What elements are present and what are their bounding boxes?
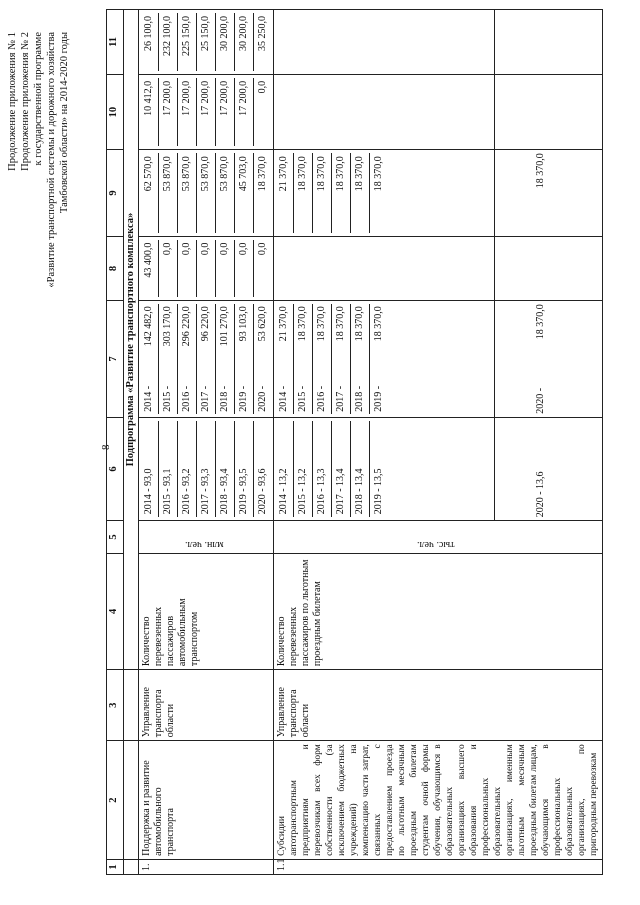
amount: 53 620,0 xyxy=(257,306,268,342)
header-line-4: «Развитие транспортной системы и дорожного хозяйства xyxy=(46,32,57,288)
header-line-2: Продолжение приложения № 2 xyxy=(20,32,31,171)
amount: 18 370,0 xyxy=(294,153,313,232)
table-row xyxy=(274,10,495,875)
year-label: 2018 - xyxy=(219,385,230,412)
page-number: 8 xyxy=(100,444,112,450)
amount: 17 200,0 xyxy=(216,78,235,146)
amount: 10 412,0 xyxy=(140,78,159,146)
amount: 53 870,0 xyxy=(178,153,197,232)
target-value: 2014 - 93,0 xyxy=(140,421,159,518)
col-header: 4 xyxy=(107,553,124,669)
year-label: 2019 - xyxy=(373,385,384,412)
target-value: 2018 - 93,4 xyxy=(216,421,235,518)
table-row xyxy=(139,10,274,875)
target-value: 2018 - 13,4 xyxy=(351,421,370,518)
amount: 0,0 xyxy=(235,240,254,298)
amount: 93 103,0 xyxy=(238,306,249,342)
target-value: 2020 - 13,6 xyxy=(494,417,602,521)
funding-pair xyxy=(332,304,351,413)
target-value: 2015 - 13,2 xyxy=(294,421,313,518)
federal-funding xyxy=(139,236,274,301)
col-header: 8 xyxy=(107,236,124,301)
year-label: 2017 - xyxy=(335,385,346,412)
amount: 296 220,0 xyxy=(181,306,192,347)
col-header: 7 xyxy=(107,301,124,417)
year-label: 2017 - xyxy=(200,385,211,412)
target-values xyxy=(139,417,274,521)
row-number: 1.1 xyxy=(274,859,603,874)
amount: 18 370,0 xyxy=(351,153,370,232)
executor: Управление транспорта области xyxy=(274,670,603,741)
municipal-funding xyxy=(139,74,274,149)
target-value: 2019 - 13,5 xyxy=(373,468,384,515)
col-header: 1 xyxy=(107,859,124,874)
col-header: 3 xyxy=(107,670,124,741)
target-value: 2015 - 93,1 xyxy=(159,421,178,518)
amount: 18 370,0 xyxy=(297,306,308,342)
year-label: 2014 - xyxy=(278,385,289,412)
amount: 17 200,0 xyxy=(159,78,178,146)
amount: 0,0 xyxy=(159,240,178,298)
subprogram-title: Подпрограмма «Развитие транспортного комплекса» xyxy=(124,10,139,670)
measure-name: Поддержка и развитие автомобильного транспорта xyxy=(139,741,274,860)
col-header: 9 xyxy=(107,150,124,236)
federal-funding xyxy=(274,236,495,301)
executor: Управление транспорта области xyxy=(139,670,274,741)
amount: 18 370,0 xyxy=(332,153,351,232)
funding-pair xyxy=(140,304,159,413)
amount: 26 100,0 xyxy=(140,13,159,71)
year-label: 2016 - xyxy=(316,385,327,412)
amount: 62 570,0 xyxy=(140,153,159,232)
col-header: 6 xyxy=(107,417,124,521)
amount: 17 200,0 xyxy=(178,78,197,146)
amount: 53 870,0 xyxy=(159,153,178,232)
program-table xyxy=(106,9,603,875)
row-number: 1. xyxy=(139,859,274,874)
amount: 53 870,0 xyxy=(216,153,235,232)
amount: 18 370,0 xyxy=(257,156,268,192)
measure-name: Субсидии автотранспортным предприятиям и перевозчикам всех форм собственности (за исключением бюджетных учреждений) на компенсацию части затрат, связанных с предоставлением проезда по льготным месячным проездным билетам студентам очной формы обучения, обучающимся в образовательных организациях высшего образования и профессиональных образовательных организациях, именным льготным месячным проездным билетам лицам, обучающимся в профессиональных образовательных организациях, по пригородным перевозкам xyxy=(274,741,603,860)
target-value: 2020 - 93,6 xyxy=(257,468,268,515)
column-number-row xyxy=(107,10,124,875)
unit-cell xyxy=(139,521,274,553)
year-label: 2019 - xyxy=(238,385,249,412)
funding-pair xyxy=(254,304,272,413)
amount: 18 370,0 xyxy=(354,306,365,342)
funding-pair xyxy=(313,304,332,413)
year-label: 2020 - xyxy=(257,385,268,412)
indicator: Количество перевезенных пассажиров автомобильным транспортом xyxy=(139,553,274,669)
amount: 43 400,0 xyxy=(140,240,159,298)
amount: 101 270,0 xyxy=(219,306,230,347)
funding-pair xyxy=(178,304,197,413)
col-header: 10 xyxy=(107,74,124,149)
total-funding xyxy=(274,301,495,417)
funding-pair xyxy=(197,304,216,413)
funding-pair xyxy=(159,304,178,413)
target-value: 2017 - 93,3 xyxy=(197,421,216,518)
header-line-3: к государственной программе xyxy=(33,32,44,166)
year-label: 2015 - xyxy=(162,385,173,412)
amount: 35 250,0 xyxy=(257,16,268,51)
amount: 17 200,0 xyxy=(235,78,254,146)
amount: 21 370,0 xyxy=(275,153,294,232)
amount: 0,0 xyxy=(216,240,235,298)
col-header: 2 xyxy=(107,741,124,860)
appendix-header xyxy=(6,32,71,288)
year-label: 2018 - xyxy=(354,385,365,412)
funding-pair-2020 xyxy=(494,301,602,417)
amount: 0,0 xyxy=(197,240,216,298)
amount: 0,0 xyxy=(257,80,268,94)
year-label: 2016 - xyxy=(181,385,192,412)
target-value: 2016 - 13,3 xyxy=(313,421,332,518)
amount: 30 200,0 xyxy=(235,13,254,71)
amount: 18 370,0 xyxy=(373,306,384,342)
target-value: 2019 - 93,5 xyxy=(235,421,254,518)
amount: 0,0 xyxy=(178,240,197,298)
amount: 17 200,0 xyxy=(197,78,216,146)
unit: тыс. чел. xyxy=(417,538,455,550)
funding-pair xyxy=(235,304,254,413)
amount: 45 703,0 xyxy=(235,153,254,232)
amount: 142 482,0 xyxy=(143,306,154,347)
funding-pair xyxy=(294,304,313,413)
col-header: 5 xyxy=(107,521,124,553)
subprogram-row xyxy=(124,10,139,875)
amount: 18 370,0 xyxy=(335,306,346,342)
header-line-1: Продолжение приложения № 1 xyxy=(7,32,18,171)
amount: 25 150,0 xyxy=(197,13,216,71)
funding-pair xyxy=(216,304,235,413)
amount: 18 370,0 xyxy=(316,306,327,342)
regional-funding xyxy=(139,150,274,236)
unit-cell xyxy=(274,521,603,553)
municipal-funding xyxy=(274,74,495,149)
target-value: 2014 - 13,2 xyxy=(275,421,294,518)
amount: 18 370,0 xyxy=(534,304,546,340)
funding-pair xyxy=(370,304,388,413)
amount: 232 100,0 xyxy=(159,13,178,71)
header-line-5: Тамбовской области» на 2014-2020 годы xyxy=(59,32,70,214)
year-label: 2014 - xyxy=(143,385,154,412)
amount: 53 870,0 xyxy=(197,153,216,232)
unit: млн. чел. xyxy=(184,538,224,550)
total-funding xyxy=(139,301,274,417)
year-label: 2015 - xyxy=(297,385,308,412)
target-value: 2017 - 13,4 xyxy=(332,421,351,518)
col-header: 11 xyxy=(107,10,124,75)
regional-funding xyxy=(274,150,495,236)
amount: 18 370,0 xyxy=(313,153,332,232)
year-label: 2020 - xyxy=(534,387,546,414)
amount: 225 150,0 xyxy=(178,13,197,71)
extrabudget-funding xyxy=(274,10,495,75)
extrabudget-funding xyxy=(139,10,274,75)
target-value: 2016 - 93,2 xyxy=(178,421,197,518)
amount: 96 220,0 xyxy=(200,306,211,342)
amount: 30 200,0 xyxy=(216,13,235,71)
amount: 18 370,0 xyxy=(494,150,602,236)
amount: 0,0 xyxy=(257,242,268,256)
funding-pair xyxy=(351,304,370,413)
amount: 303 170,0 xyxy=(162,306,173,347)
target-values xyxy=(274,417,495,521)
amount: 21 370,0 xyxy=(278,306,289,342)
indicator: Количество перевезенных пассажиров по льготным проездным билетам xyxy=(274,553,603,669)
amount: 18 370,0 xyxy=(373,156,384,192)
funding-pair xyxy=(275,304,294,413)
